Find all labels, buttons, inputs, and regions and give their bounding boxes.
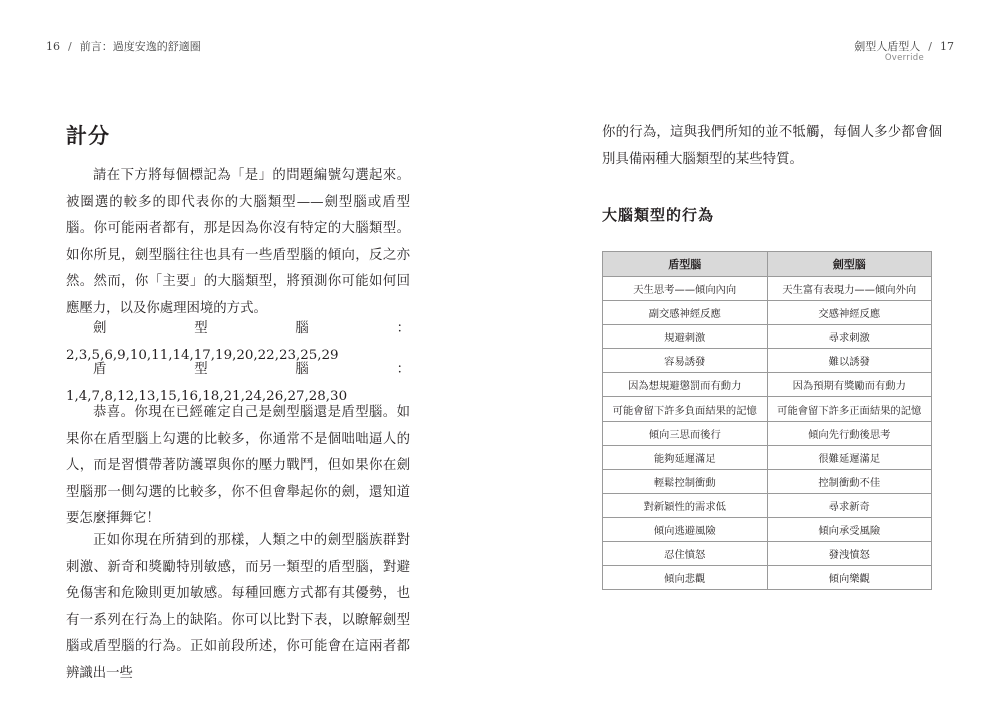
right-running-title: 劍型人盾型人 — [854, 40, 921, 53]
table-row — [603, 301, 932, 325]
table-row — [603, 445, 932, 469]
column-header-shield-brain: 盾型腦 — [603, 252, 768, 277]
shield-brain-trait-cell: 忍住憤怒 — [603, 542, 768, 566]
shield-brain-trait-cell: 對新穎性的需求低 — [603, 493, 768, 517]
sword-brain-trait-cell: 尋求新奇 — [767, 493, 932, 517]
scoring-instructions-paragraph: 請在下方將每個標記為「是」的問題編號勾選起來。被圈選的較多的即代表你的大腦類型——劍型腦或盾型腦。你可能兩者都有，那是因為你沒有特定的大腦類型。如你所見，劍型腦往往也具有一些盾型腦的傾向，反之亦然。然而，你「主要」的大腦類型，將預測你可能如何回應壓力，以及你處理困境的方式。 — [66, 168, 410, 316]
right-running-subtitle: Override — [884, 53, 924, 63]
shield-brain-trait-cell: 容易誘發 — [603, 349, 768, 373]
right-page — [500, 0, 1000, 709]
sword-brain-trait-cell: 很難延遲滿足 — [767, 445, 932, 469]
sword-brain-trait-cell: 天生富有表現力——傾向外向 — [767, 277, 932, 301]
sword-brain-trait-cell: 發洩憤怒 — [767, 542, 932, 566]
shield-brain-trait-cell: 傾向三思而後行 — [603, 421, 768, 445]
table-row — [603, 469, 932, 493]
left-running-title: 前言：過度安逸的舒適圈 — [79, 40, 201, 53]
table-row — [603, 349, 932, 373]
sword-brain-trait-cell: 因為預期有獎勵而有動力 — [767, 373, 932, 397]
right-header-slash: / — [928, 40, 932, 53]
congratulations-paragraph: 恭喜。你現在已經確定自己是劍型腦還是盾型腦。如果你在盾型腦上勾選的比較多，你通常不是個咄咄逼人的人，而是習慣帶著防護罩與你的壓力戰鬥，但如果你在劍型腦那一側勾選的比較多，你不但會舉起你的劍，還知道要怎麼揮舞它！ — [66, 405, 410, 527]
shield-brain-trait-cell: 傾向悲觀 — [603, 566, 768, 590]
shield-brain-trait-cell: 傾向逃避風險 — [603, 517, 768, 541]
table-body — [603, 277, 932, 590]
table-row — [603, 517, 932, 541]
brain-type-behavior-table — [602, 251, 932, 590]
right-running-header — [854, 38, 954, 54]
sword-brain-trait-cell: 可能會留下許多正面結果的記憶 — [767, 397, 932, 421]
sword-brain-trait-cell: 控制衝動不佳 — [767, 469, 932, 493]
table-row — [603, 542, 932, 566]
shield-brain-trait-cell: 輕鬆控制衝動 — [603, 469, 768, 493]
column-header-sword-brain: 劍型腦 — [767, 252, 932, 277]
shield-brain-trait-cell: 規避刺激 — [603, 325, 768, 349]
sword-brain-trait-cell: 尋求刺激 — [767, 325, 932, 349]
right-page-number: 17 — [940, 40, 954, 53]
continuation-paragraph: 你的行為，這與我們所知的並不牴觸，每個人多少都會個別具備兩種大腦類型的某些特質。 — [602, 125, 942, 167]
section-title: 計分 — [66, 124, 110, 148]
table-row — [603, 421, 932, 445]
table-row — [603, 373, 932, 397]
brain-types-paragraph: 正如你現在所猜到的那樣，人類之中的劍型腦族群對刺激、新奇和獎勵特別敏感，而另一類型的盾型腦，對避免傷害和危險則更加敏感。每種回應方式都有其優勢，也有一系列在行為上的缺陷。你可以比對下表，以瞭解劍型腦或盾型腦的行為。正如前段所述，你可能會在這兩者都辨識出一些 — [66, 533, 410, 681]
left-running-header — [46, 38, 201, 54]
table-header-row — [603, 252, 932, 277]
table-row — [603, 493, 932, 517]
left-page-number: 16 — [46, 40, 60, 53]
shield-brain-trait-cell: 天生思考——傾向內向 — [603, 277, 768, 301]
sword-brain-trait-cell: 交感神經反應 — [767, 301, 932, 325]
shield-brain-trait-cell: 副交感神經反應 — [603, 301, 768, 325]
shield-brain-trait-cell: 因為想規避懲罰而有動力 — [603, 373, 768, 397]
left-header-slash: / — [68, 40, 72, 53]
sword-brain-trait-cell: 傾向先行動後思考 — [767, 421, 932, 445]
table-row — [603, 277, 932, 301]
table-row — [603, 566, 932, 590]
sword-brain-trait-cell: 難以誘發 — [767, 349, 932, 373]
table-title: 大腦類型的行為 — [602, 206, 715, 224]
shield-brain-trait-cell: 能夠延遲滿足 — [603, 445, 768, 469]
shield-brain-trait-cell: 可能會留下許多負面結果的記憶 — [603, 397, 768, 421]
sword-brain-score-list: 劍型腦：2,3,5,6,9,10,11,14,17,19,20,22,23,25,29 — [66, 321, 410, 363]
table-row — [603, 397, 932, 421]
shield-brain-score-list: 盾型腦：1,4,7,8,12,13,15,16,18,21,24,26,27,28,30 — [66, 362, 410, 404]
table-row — [603, 325, 932, 349]
sword-brain-trait-cell: 傾向承受風險 — [767, 517, 932, 541]
sword-brain-trait-cell: 傾向樂觀 — [767, 566, 932, 590]
